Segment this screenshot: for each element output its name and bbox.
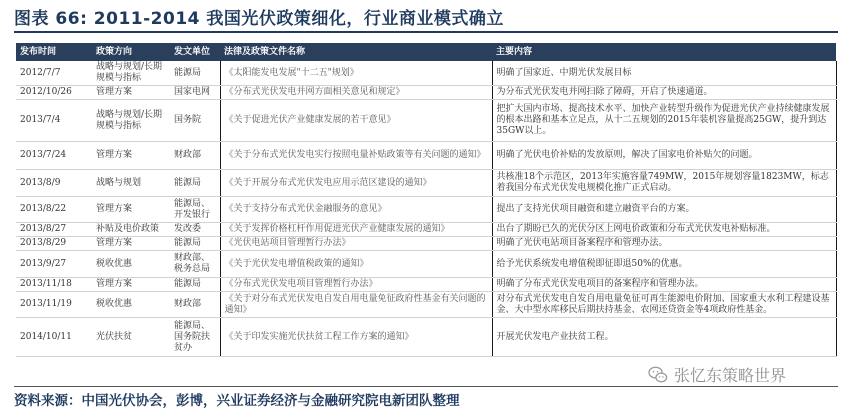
row-issuer: 财政部 (170, 292, 220, 318)
row-direction: 税收优惠 (92, 292, 170, 318)
table-row (16, 170, 836, 197)
row-date: 2013/7/24 (16, 142, 92, 170)
row-content: 明确了分布式光伏发电项目的备案程序和管理办法。 (492, 278, 836, 292)
row-direction: 管理方案 (92, 278, 170, 292)
row-issuer: 财政部、税务总局 (170, 251, 220, 278)
row-content: 明确了国家近、中期光伏发展目标 (492, 61, 836, 86)
row-law: 《关于发挥价格杠杆作用促进光伏产业健康发展的通知》 (220, 223, 492, 237)
table-row (16, 197, 836, 223)
row-content: 明确了光伏电价补贴的发放原则，解决了国家电价补贴欠的问题。 (492, 142, 836, 170)
row-date: 2014/10/11 (16, 318, 92, 357)
row-content: 开展光伏发电产业扶贫工程。 (492, 318, 836, 357)
table-row (16, 223, 836, 237)
row-issuer: 能源局 (170, 237, 220, 251)
source-note: 资料来源：中国光伏协会，彭博，兴业证券经济与金融研究院电新团队整理 (14, 393, 460, 409)
table-row (16, 278, 836, 292)
page-title: 图表 66: 2011-2014 我国光伏政策细化，行业商业模式确立 (14, 9, 504, 29)
footer-divider (14, 386, 838, 387)
row-content: 为分布式光伏发电并网扫除了障碍，开启了快速通道。 (492, 86, 836, 100)
row-direction: 战略与规划/长期规模与指标 (92, 61, 170, 86)
row-content: 把扩大国内市场、提高技术水平、加快产业转型升级作为促进光伏产业持续健康发展的根本出路和基本立足点，从十二五规划的2015年装机容量提高25GW，提升到达35GW以上。 (492, 100, 836, 142)
row-issuer: 国务院 (170, 100, 220, 142)
row-content: 提出了支持光伏项目融资和建立融资平台的方案。 (492, 197, 836, 223)
table-row (16, 61, 836, 86)
row-content: 给予光伏系统发电增值税即征即退50%的优惠。 (492, 251, 836, 278)
row-date: 2012/10/26 (16, 86, 92, 100)
row-direction: 光伏扶贫 (92, 318, 170, 357)
row-law: 《光伏电站项目管理暂行办法》 (220, 237, 492, 251)
row-issuer: 能源局、国务院扶贫办 (170, 318, 220, 357)
table-header-row (16, 43, 836, 61)
row-date: 2013/7/4 (16, 100, 92, 142)
row-law: 《关于开展分布式光伏发电应用示范区建设的通知》 (220, 170, 492, 197)
row-law: 《分布式光伏发电项目管理暂行办法》 (220, 278, 492, 292)
row-direction: 税收优惠 (92, 251, 170, 278)
row-issuer: 能源局 (170, 61, 220, 86)
row-date: 2013/8/29 (16, 237, 92, 251)
policy-table (16, 43, 837, 357)
table-row (16, 100, 836, 142)
row-law: 《关于促进光伏产业健康发展的若干意见》 (220, 100, 492, 142)
row-content: 明确了光伏电站项目备案程序和管理办法。 (492, 237, 836, 251)
table-row (16, 142, 836, 170)
row-date: 2013/11/18 (16, 278, 92, 292)
row-issuer: 发改委 (170, 223, 220, 237)
table-row (16, 318, 836, 357)
row-direction: 补贴及电价政策 (92, 223, 170, 237)
header-date: 发布时间 (16, 43, 92, 61)
row-law: 《关于支持分布式光伏金融服务的意见》 (220, 197, 492, 223)
row-date: 2013/8/9 (16, 170, 92, 197)
row-law: 《太阳能发电发展"十二五"规划》 (220, 61, 492, 86)
table-row (16, 86, 836, 100)
row-content: 对分布式光伏发电自发自用电量免征可再生能源电价附加、国家重大水利工程建设基金、大中型水库移民后期扶持基金、农网还贷资金等4项政府性基金。 (492, 292, 836, 318)
row-law: 《关于印发实施光伏扶贫工程工作方案的通知》 (220, 318, 492, 357)
row-direction: 管理方案 (92, 86, 170, 100)
row-content: 出台了期盼已久的光伏分区上网电价政策和分布式光伏发电补贴标准。 (492, 223, 836, 237)
watermark (648, 363, 786, 386)
row-issuer: 能源局 (170, 170, 220, 197)
row-issuer: 国家电网 (170, 86, 220, 100)
row-law: 《关于对分布式光伏发电自发自用电量免征政府性基金有关问题的通知》 (220, 292, 492, 318)
row-direction: 管理方案 (92, 237, 170, 251)
wechat-icon (648, 366, 668, 384)
row-date: 2013/8/27 (16, 223, 92, 237)
row-issuer: 能源局 (170, 278, 220, 292)
row-issuer: 财政部 (170, 142, 220, 170)
row-date: 2013/9/27 (16, 251, 92, 278)
table-row (16, 292, 836, 318)
row-direction: 管理方案 (92, 142, 170, 170)
header-direction: 政策方向 (92, 43, 170, 61)
row-date: 2013/11/19 (16, 292, 92, 318)
row-issuer: 能源局、开发银行 (170, 197, 220, 223)
row-law: 《关于光伏发电增值税政策的通知》 (220, 251, 492, 278)
header-issuer: 发文单位 (170, 43, 220, 61)
row-direction: 战略与规划/长期规模与指标 (92, 100, 170, 142)
title-divider (14, 31, 838, 33)
table-row (16, 251, 836, 278)
row-direction: 战略与规划 (92, 170, 170, 197)
table-row (16, 237, 836, 251)
row-law: 《分布式光伏发电并网方面相关意见和规定》 (220, 86, 492, 100)
row-law: 《关于分布式光伏发电实行按照电量补贴政策等有关问题的通知》 (220, 142, 492, 170)
row-date: 2013/8/22 (16, 197, 92, 223)
row-direction: 管理方案 (92, 197, 170, 223)
row-content: 共核准18个示范区，2013年实施容量749MW，2015年规划容量1823MW，标志着我国分布式光伏发电规模化推广正式启动。 (492, 170, 836, 197)
watermark-text: 张忆东策略世界 (674, 366, 787, 385)
header-content: 主要内容 (492, 43, 836, 61)
header-law: 法律及政策文件名称 (220, 43, 492, 61)
row-date: 2012/7/7 (16, 61, 92, 86)
